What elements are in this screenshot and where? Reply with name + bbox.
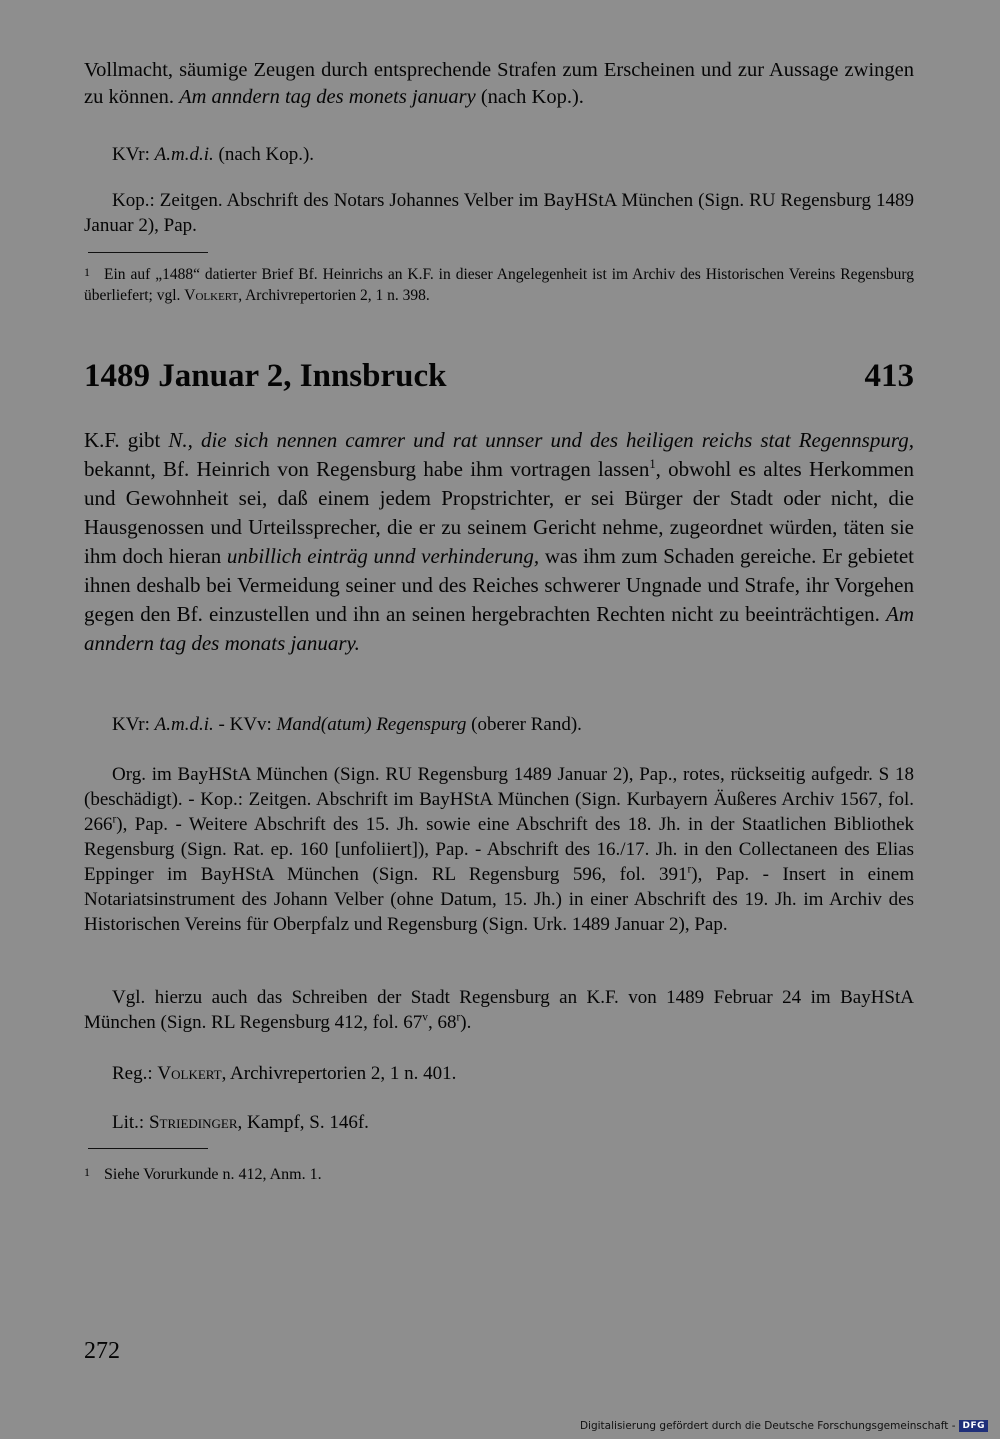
sources-text-continued: ), Pap. - Weitere Abschrift des 15. Jh. sowie eine Abschrift des 18. Jh. in der Staatlichen Bibliothek Regensburg (Sign. Rat. ep. 160 [unfoliiert]), Pap. - Abschrift des 16./17. Jh. in den Collectaneen des Elias Eppinger im BayHStA München (Sign. RL Regensburg 596, fol. 391 (84, 814, 914, 885)
digitization-credit (580, 1420, 988, 1432)
footnote-author: Volkert (184, 287, 239, 304)
regest-text-continued: , obwohl es altes Herkommen und Gewohnheit sei, daß einem jedem Propstrichter, er sei Bürger der Stadt oder nicht, die Hausgenossen und Urteilssprecher, die er zu seinem Gericht nehme, zugeordnet würden, täten sie ihm doch hieran (84, 457, 914, 568)
kvr-abbreviation: A.m.d.i. (154, 144, 214, 165)
previous-entry-text: Vollmacht, säumige Zeugen durch entsprechende Strafen zum Erscheinen und zur Aussage zwingen zu können. (84, 59, 914, 108)
vgl-text-end: ). (460, 1012, 472, 1033)
kvr-abbreviation: A.m.d.i. (154, 714, 214, 735)
lit-label: Lit.: (112, 1112, 149, 1133)
footnote-text: Siehe Vorurkunde n. 412, Anm. 1. (104, 1166, 322, 1183)
sources-text: Org. im BayHStA München (Sign. RU Regensburg 1489 Januar 2), Pap., rotes, rückseitig aufgedr. S 18 (beschädigt). - Kop.: Zeitgen. Abschrift im BayHStA München (Sign. Kurbayern Äußeres Archiv 1567, fol. 266 (84, 764, 914, 835)
folio-side: r (456, 1011, 461, 1024)
original-sources-paragraph (84, 762, 914, 937)
kvr-label: KVr: (112, 714, 155, 735)
footnote-previous (84, 264, 914, 306)
lit-author: Striedinger (148, 1112, 238, 1133)
kvv-label: - KVv: (213, 714, 277, 735)
footnote-marker: 1 (649, 457, 656, 471)
credit-text: Digitalisierung gefördert durch die Deutsche Forschungsgemeinschaft - (579, 1420, 956, 1432)
vgl-text: Vgl. hierzu auch das Schreiben der Stadt Regensburg an K.F. von 1489 Februar 24 im BayHStA München (Sign. RL Regensburg 412, fol. 67 (84, 987, 914, 1033)
dfg-logo: DFG (959, 1420, 988, 1432)
footnote-separator (88, 1148, 208, 1149)
vgl-text-middle: , 68 (427, 1012, 457, 1033)
regest-text-end: was ihm zum Schaden gereiche. Er gebietet ihnen deshalb bei Vermeidung seiner und des Reiches schwerer Ungnade und Strafe, ihr Vorgehen gegen den Bf. einzustellen und ihn an seinen hergebrachten Rechten nicht zu beeinträchtigen. (84, 544, 914, 626)
entry-heading (84, 356, 914, 396)
regest-paragraph (84, 426, 914, 658)
reg-line (84, 1061, 914, 1086)
reg-label: Reg.: (112, 1063, 158, 1084)
previous-kvr-line (84, 142, 914, 167)
reg-reference: , Archivrepertorien 2, 1 n. 401. (221, 1063, 457, 1084)
regest-quote-addressee: N., die sich nennen camrer und rat unnser und des heiligen reichs stat Regennspurg, (168, 428, 914, 452)
regest-quote-complaint: unbillich einträg unnd verhinderung, (226, 544, 540, 568)
entry-number: 413 (864, 358, 914, 394)
folio-side: r (112, 813, 117, 826)
kvr-note: (nach Kop.). (213, 144, 315, 165)
reg-author: Volkert (157, 1063, 222, 1084)
vgl-paragraph (84, 985, 914, 1035)
previous-entry-note: (nach Kop.). (475, 86, 584, 108)
previous-kop-paragraph (84, 188, 914, 238)
folio-side: r (687, 863, 692, 876)
kop-text: Kop.: Zeitgen. Abschrift des Notars Johannes Velber im BayHStA München (Sign. RU Regensburg 1489 Januar 2), Pap. (84, 190, 914, 236)
lit-line (84, 1110, 914, 1135)
footnote-separator (88, 252, 208, 253)
page-number: 272 (84, 1338, 120, 1364)
footnote-number: 1 (84, 1165, 90, 1179)
sources-text-end: ), Pap. - Insert in einem Notariatsinstrument des Johann Velber (ohne Datum, 15. Jh.) in einer Abschrift des 19. Jh. im Archiv des Historischen Vereins für Oberpfalz und Regensburg (Sign. Urk. 1489 Januar 2), Pap. (84, 864, 915, 935)
lit-reference: , Kampf, S. 146f. (237, 1112, 369, 1133)
previous-entry-date-quote: Am anndern tag des monets january (179, 86, 476, 108)
kvv-text: Mand(atum) Regenspurg (276, 714, 467, 735)
regest-text-middle: bekannt, Bf. Heinrich von Regensburg habe ihm vortragen lassen (84, 457, 650, 481)
previous-entry-paragraph (84, 57, 914, 111)
kvv-note: (oberer Rand). (466, 714, 582, 735)
footnote-text: Ein auf „1488“ datierter Brief Bf. Heinrichs an K.F. in dieser Angelegenheit ist im Archiv des Historischen Vereins Regensburg überliefert; vgl. (84, 266, 914, 304)
regest-text-start: K.F. gibt (84, 428, 169, 452)
folio-side: v (422, 1011, 428, 1024)
footnote-reference: , Archivrepertorien 2, 1 n. 398. (238, 287, 430, 304)
footnote-number: 1 (84, 265, 90, 279)
kv-line (84, 712, 914, 737)
regest-date-quote: Am anndern tag des monats january. (84, 602, 914, 655)
entry-date-place: 1489 Januar 2, Innsbruck (84, 358, 447, 394)
footnote-current (84, 1164, 914, 1185)
kvr-label: KVr: (112, 144, 155, 165)
